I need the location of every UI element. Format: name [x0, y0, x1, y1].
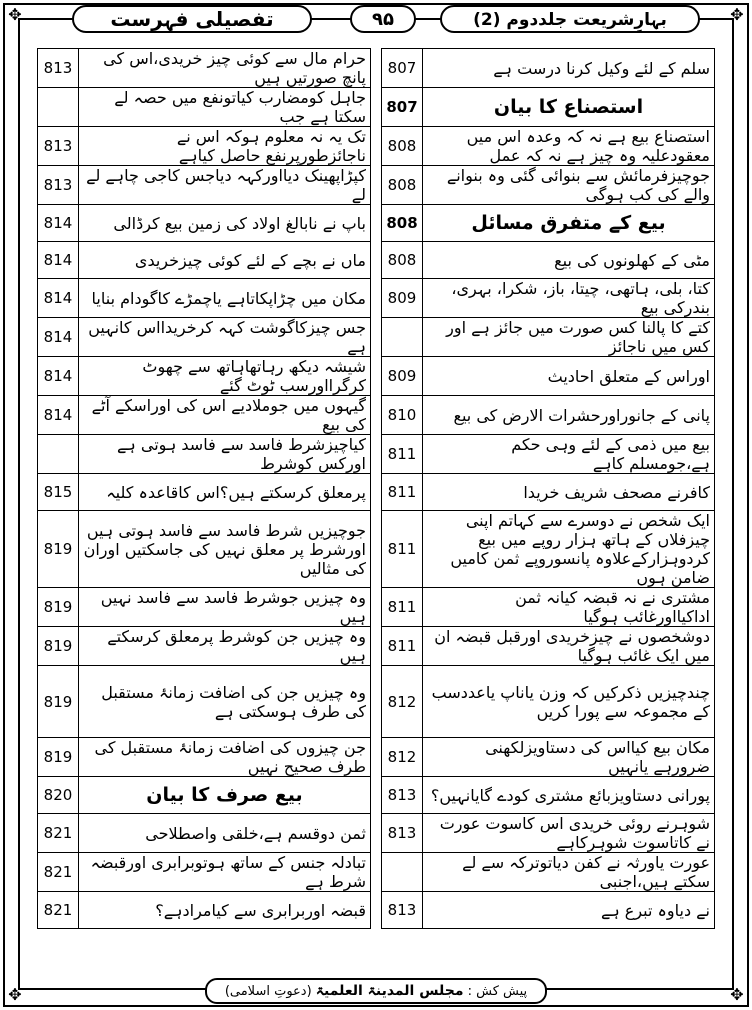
left-entry-title: باپ نے نابالغ اولاد کی زمین بیع کرڈالی	[79, 205, 371, 242]
left-page-number: 813	[38, 49, 79, 88]
left-page-number: 814	[38, 318, 79, 357]
left-entry-title: ماں نے بچے کے لئے کوئی چیزخریدی	[79, 242, 371, 279]
right-entry-title: پورانی دستاویزبائع مشتری کودے گایانہیں؟	[423, 777, 715, 814]
left-page-number: 813	[38, 127, 79, 166]
column-gap	[371, 892, 382, 929]
page-header	[30, 5, 722, 35]
left-page-number: 814	[38, 396, 79, 435]
column-gap	[371, 242, 382, 279]
left-page-number: 814	[38, 357, 79, 396]
left-page-number: 814	[38, 279, 79, 318]
column-gap	[371, 49, 382, 88]
table-row	[38, 892, 715, 929]
column-gap	[371, 627, 382, 666]
left-entry-title: قبضہ اوربرابری سے کیامرادہے؟	[79, 892, 371, 929]
left-page-number	[38, 88, 79, 127]
right-page-number	[382, 853, 423, 892]
right-entry-title: شوہرنے روئی خریدی اس کاسوت عورت نے کاتاسوت شوہرکاہے	[423, 814, 715, 853]
left-page-number: 821	[38, 814, 79, 853]
left-entry-title: وہ چیزیں جن کوشرط پرمعلق کرسکتے ہیں	[79, 627, 371, 666]
left-page-number: 814	[38, 242, 79, 279]
table-row	[38, 853, 715, 892]
column-gap	[371, 511, 382, 588]
right-page-number: 808	[382, 127, 423, 166]
left-page-number: 813	[38, 166, 79, 205]
left-page-number: 820	[38, 777, 79, 814]
right-entry-title: اوراس کے متعلق احادیث	[423, 357, 715, 396]
table-row	[38, 396, 715, 435]
column-gap	[371, 814, 382, 853]
column-gap	[371, 853, 382, 892]
right-page-number: 808	[382, 205, 423, 242]
right-page-number: 808	[382, 242, 423, 279]
table-row	[38, 127, 715, 166]
right-entry-title: استصناع بیع ہے نہ کہ وعدہ اس میں معقودعلیہ وہ چیز ہے نہ کہ عمل	[423, 127, 715, 166]
left-entry-title: تبادلہ جنس کے ساتھ ہوتوبرابری اورقبضہ شرط ہے	[79, 853, 371, 892]
column-gap	[371, 166, 382, 205]
table-row	[38, 588, 715, 627]
publisher-suffix: (دعوتِ اسلامی)	[224, 984, 312, 999]
left-page-number	[38, 435, 79, 474]
table-row	[38, 318, 715, 357]
ornament-icon: ✥	[730, 985, 744, 1004]
ornament-icon: ✥	[8, 985, 22, 1004]
right-entry-title: عورت یاورثہ نے کفن دیاتوترکہ سے لے سکتے ہیں،اجنبی	[423, 853, 715, 892]
right-page-number: 809	[382, 279, 423, 318]
column-gap	[371, 738, 382, 777]
left-entry-title: جس چیزکاگوشت کہہ کرخریدااس کانہیں ہے	[79, 318, 371, 357]
right-entry-title: سلم کے لئے وکیل کرنا درست ہے	[423, 49, 715, 88]
column-gap	[371, 396, 382, 435]
publisher-prefix: پیش کش :	[467, 984, 528, 999]
right-entry-title: نے دیاوہ تبرع ہے	[423, 892, 715, 929]
publisher-name: مجلس المدینۃ العلمیۃ	[315, 983, 464, 999]
left-entry-title: وہ چیزیں جوشرط فاسد سے فاسد نہیں ہیں	[79, 588, 371, 627]
right-entry-title: دوشخصوں نے چیزخریدی اورقبل قبضہ ان میں ایک غائب ہوگیا	[423, 627, 715, 666]
column-gap	[371, 666, 382, 738]
left-entry-title: کیاچیزشرط فاسد سے فاسد ہوتی ہے اورکس کوشرط	[79, 435, 371, 474]
left-entry-title: گیہوں میں جوملادیے اس کی اوراسکے آٹے کی بیع	[79, 396, 371, 435]
right-page-number: 812	[382, 738, 423, 777]
left-page-number: 815	[38, 474, 79, 511]
right-page-number: 813	[382, 814, 423, 853]
section-heading: بیع صرف کا بیان	[79, 777, 371, 814]
right-entry-title: مشتری نے نہ قبضہ کیانہ ثمن اداکیااورغائب ہوگیا	[423, 588, 715, 627]
left-entry-title: جاہل کومضارب کیاتونفع میں حصہ لے سکتا ہے جب	[79, 88, 371, 127]
left-entry-title: شیشہ دیکھ رہاتھاہاتھ سے چھوٹ کرگرااورسب ٹوٹ گئے	[79, 357, 371, 396]
right-page-number: 808	[382, 166, 423, 205]
right-entry-title: پانی کے جانوراورحشرات الارض کی بیع	[423, 396, 715, 435]
right-page-number: 811	[382, 627, 423, 666]
right-page-number: 811	[382, 474, 423, 511]
column-gap	[371, 127, 382, 166]
right-page-number: 811	[382, 511, 423, 588]
right-page-number: 807	[382, 49, 423, 88]
table-row	[38, 738, 715, 777]
left-page-number: 821	[38, 853, 79, 892]
column-gap	[371, 474, 382, 511]
column-gap	[371, 318, 382, 357]
right-page-number: 813	[382, 777, 423, 814]
table-row	[38, 205, 715, 242]
section-heading: استصناع کا بیان	[423, 88, 715, 127]
right-entry-title: کتے کا پالنا کس صورت میں جائز ہے اور کس میں ناجائز	[423, 318, 715, 357]
left-page-number: 819	[38, 738, 79, 777]
table-row	[38, 627, 715, 666]
table-row	[38, 357, 715, 396]
column-gap	[371, 777, 382, 814]
right-entry-title: چندچیزیں ذکرکیں کہ وزن یاناپ یاعددسب کے مجموعہ سے پورا کریں	[423, 666, 715, 738]
left-entry-title: جوچیزیں شرط فاسد سے فاسد ہوتی ہیں اورشرط پر معلق نہیں کی جاسکتیں اوران کی مثالیں	[79, 511, 371, 588]
right-entry-title: بیع میں ذمی کے لئے وہی حکم ہے،جومسلم کاہے	[423, 435, 715, 474]
table-row	[38, 666, 715, 738]
column-gap	[371, 205, 382, 242]
right-page-number: 813	[382, 892, 423, 929]
publisher-box	[205, 978, 547, 1004]
right-page-number: 811	[382, 588, 423, 627]
left-entry-title: حرام مال سے کوئی چیز خریدی،اس کی پانچ صورتیں ہیں	[79, 49, 371, 88]
right-entry-title: کافرنے مصحف شریف خریدا	[423, 474, 715, 511]
right-page-number: 807	[382, 88, 423, 127]
left-entry-title: ثمن دوقسم ہے،خلقی واصطلاحی	[79, 814, 371, 853]
right-page-number: 811	[382, 435, 423, 474]
right-page-number: 812	[382, 666, 423, 738]
table-row	[38, 435, 715, 474]
page-number: ۹۵	[350, 5, 416, 33]
right-entry-title: کتا، بلی، ہاتھی، چیتا، باز، شکرا، بہری، بندرکی بیع	[423, 279, 715, 318]
left-entry-title: تک یہ نہ معلوم ہوکہ اس نے ناجائزطورپرنفع حاصل کیاہے	[79, 127, 371, 166]
column-gap	[371, 279, 382, 318]
right-entry-title: مکان بیع کیااس کی دستاویزلکھنی ضرورہے یانہیں	[423, 738, 715, 777]
left-page-number: 819	[38, 511, 79, 588]
book-title: بہارِشریعت جلددوم (2)	[440, 5, 700, 33]
table-row	[38, 166, 715, 205]
right-entry-title: جوچیزفرمائش سے بنوائی گئی وہ بنوانے والے کی کب ہوگی	[423, 166, 715, 205]
left-page-number: 819	[38, 627, 79, 666]
left-entry-title: مکان میں چڑاپکاتاہے یاچمڑے کاگودام بنایا	[79, 279, 371, 318]
left-entry-title: پرمعلق کرسکتے ہیں؟اس کاقاعدہ کلیہ	[79, 474, 371, 511]
right-entry-title: مٹی کے کھلونوں کی بیع	[423, 242, 715, 279]
table-row	[38, 49, 715, 88]
ornament-icon: ✥	[730, 5, 744, 24]
column-gap	[371, 588, 382, 627]
right-page-number: 809	[382, 357, 423, 396]
section-title: تفصیلی فہرست	[72, 5, 312, 33]
table-row	[38, 279, 715, 318]
right-page-number: 810	[382, 396, 423, 435]
page-footer	[0, 978, 752, 1004]
right-entry-title: ایک شخص نے دوسرے سے کہاتم اپنی چیزفلاں کے ہاتھ ہزار روپے میں بیع کردوہزارکےعلاوہ پانسوروپے ثمن کامیں ضامن ہوں	[423, 511, 715, 588]
section-heading: بیع کے متفرق مسائل	[423, 205, 715, 242]
column-gap	[371, 435, 382, 474]
left-entry-title: کپڑاپھینک دیااورکہہ دیاجس کاجی چاہے لے لے	[79, 166, 371, 205]
ornament-icon: ✥	[8, 5, 22, 24]
table-row	[38, 242, 715, 279]
table-row	[38, 511, 715, 588]
left-entry-title: جن چیزوں کی اضافت زمانۂ مستقبل کی طرف صحیح نہیں	[79, 738, 371, 777]
table-row	[38, 777, 715, 814]
left-page-number: 814	[38, 205, 79, 242]
right-page-number	[382, 318, 423, 357]
left-entry-title: وہ چیزیں جن کی اضافت زمانۂ مستقبل کی طرف ہوسکتی ہے	[79, 666, 371, 738]
table-row	[38, 474, 715, 511]
table-row	[38, 814, 715, 853]
column-gap	[371, 357, 382, 396]
left-page-number: 819	[38, 588, 79, 627]
table-row	[38, 88, 715, 127]
column-gap	[371, 88, 382, 127]
contents-table	[37, 48, 715, 929]
left-page-number: 819	[38, 666, 79, 738]
left-page-number: 821	[38, 892, 79, 929]
